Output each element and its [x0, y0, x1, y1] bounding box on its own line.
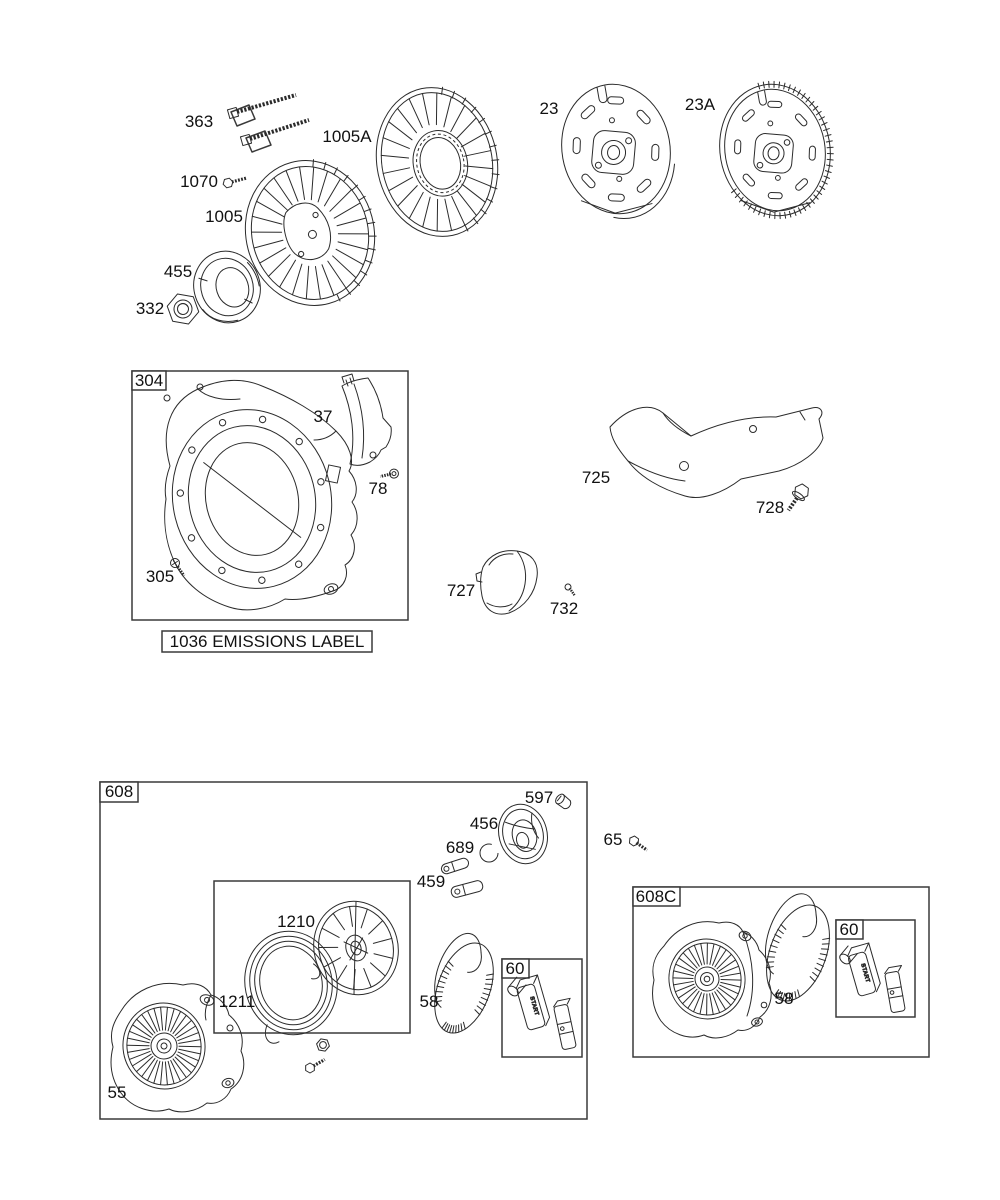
part-60-insert-right	[884, 965, 910, 1012]
part-725-shield	[610, 407, 823, 497]
callout-1005A: 1005A	[322, 127, 372, 146]
callout-725: 725	[581, 468, 611, 487]
part-456-pulley	[492, 799, 554, 869]
callout-65: 65	[603, 830, 623, 849]
part-1070-screw	[222, 174, 248, 189]
part-58-rope-left	[418, 927, 507, 1041]
handle-start-text-left: START	[528, 995, 540, 1017]
handle-start-text-right: START	[859, 962, 871, 984]
box-label-304: 304	[134, 371, 164, 390]
callout-728: 728	[755, 498, 785, 517]
callout-58-right: 58	[774, 989, 794, 1008]
callout-55: 55	[107, 1083, 127, 1102]
part-58-rope-right	[748, 887, 844, 1010]
callout-332: 332	[135, 299, 165, 318]
callout-455: 455	[163, 262, 193, 281]
callout-23A: 23A	[684, 95, 716, 114]
callout-78: 78	[368, 479, 388, 498]
part-60-insert-left	[553, 998, 581, 1050]
callout-1005: 1005	[205, 207, 243, 226]
group-box-608	[100, 782, 587, 1119]
callout-456: 456	[469, 814, 499, 833]
box-label-608: 608	[104, 782, 134, 801]
part-1211-spring	[235, 923, 347, 1047]
part-1005A-flywheel-fan	[363, 76, 513, 248]
part-732-screw	[564, 583, 578, 595]
callout-1210: 1210	[277, 912, 315, 931]
part-363-bolt-clamp-pair	[227, 95, 309, 152]
part-small-nut	[316, 1038, 331, 1051]
part-23-flywheel	[552, 75, 683, 227]
callout-1070: 1070	[180, 172, 218, 191]
callout-58-left: 58	[419, 992, 439, 1011]
callout-305: 305	[145, 567, 175, 586]
callout-689: 689	[445, 838, 475, 857]
callout-727: 727	[446, 581, 476, 600]
box-label-60-right: 60	[839, 920, 859, 939]
emissions-label-text: 1036 EMISSIONS LABEL	[169, 632, 365, 651]
part-small-bolt	[304, 1056, 327, 1074]
callout-1211: 1211	[218, 992, 256, 1011]
callout-23: 23	[539, 99, 559, 118]
part-23A-flywheel-ring-gear	[709, 72, 844, 228]
part-1005-flywheel-fan	[229, 146, 392, 321]
part-728-bolt	[782, 482, 811, 515]
part-597-screw	[554, 793, 573, 811]
part-60-handle-right	[838, 943, 909, 1013]
callout-732: 732	[549, 599, 579, 618]
part-727-cover	[476, 551, 537, 614]
callout-363: 363	[184, 112, 214, 131]
part-608C-starter-assembly	[652, 922, 771, 1038]
part-60-handle-left	[506, 975, 581, 1050]
callout-459: 459	[416, 872, 446, 891]
callout-597: 597	[524, 788, 554, 807]
callout-37: 37	[313, 407, 333, 426]
box-label-60-left: 60	[505, 959, 525, 978]
part-689-retainer-ring	[480, 844, 498, 862]
box-label-608C: 608C	[635, 887, 677, 906]
part-65-screw	[627, 835, 649, 854]
part-459-pawls	[440, 857, 484, 899]
